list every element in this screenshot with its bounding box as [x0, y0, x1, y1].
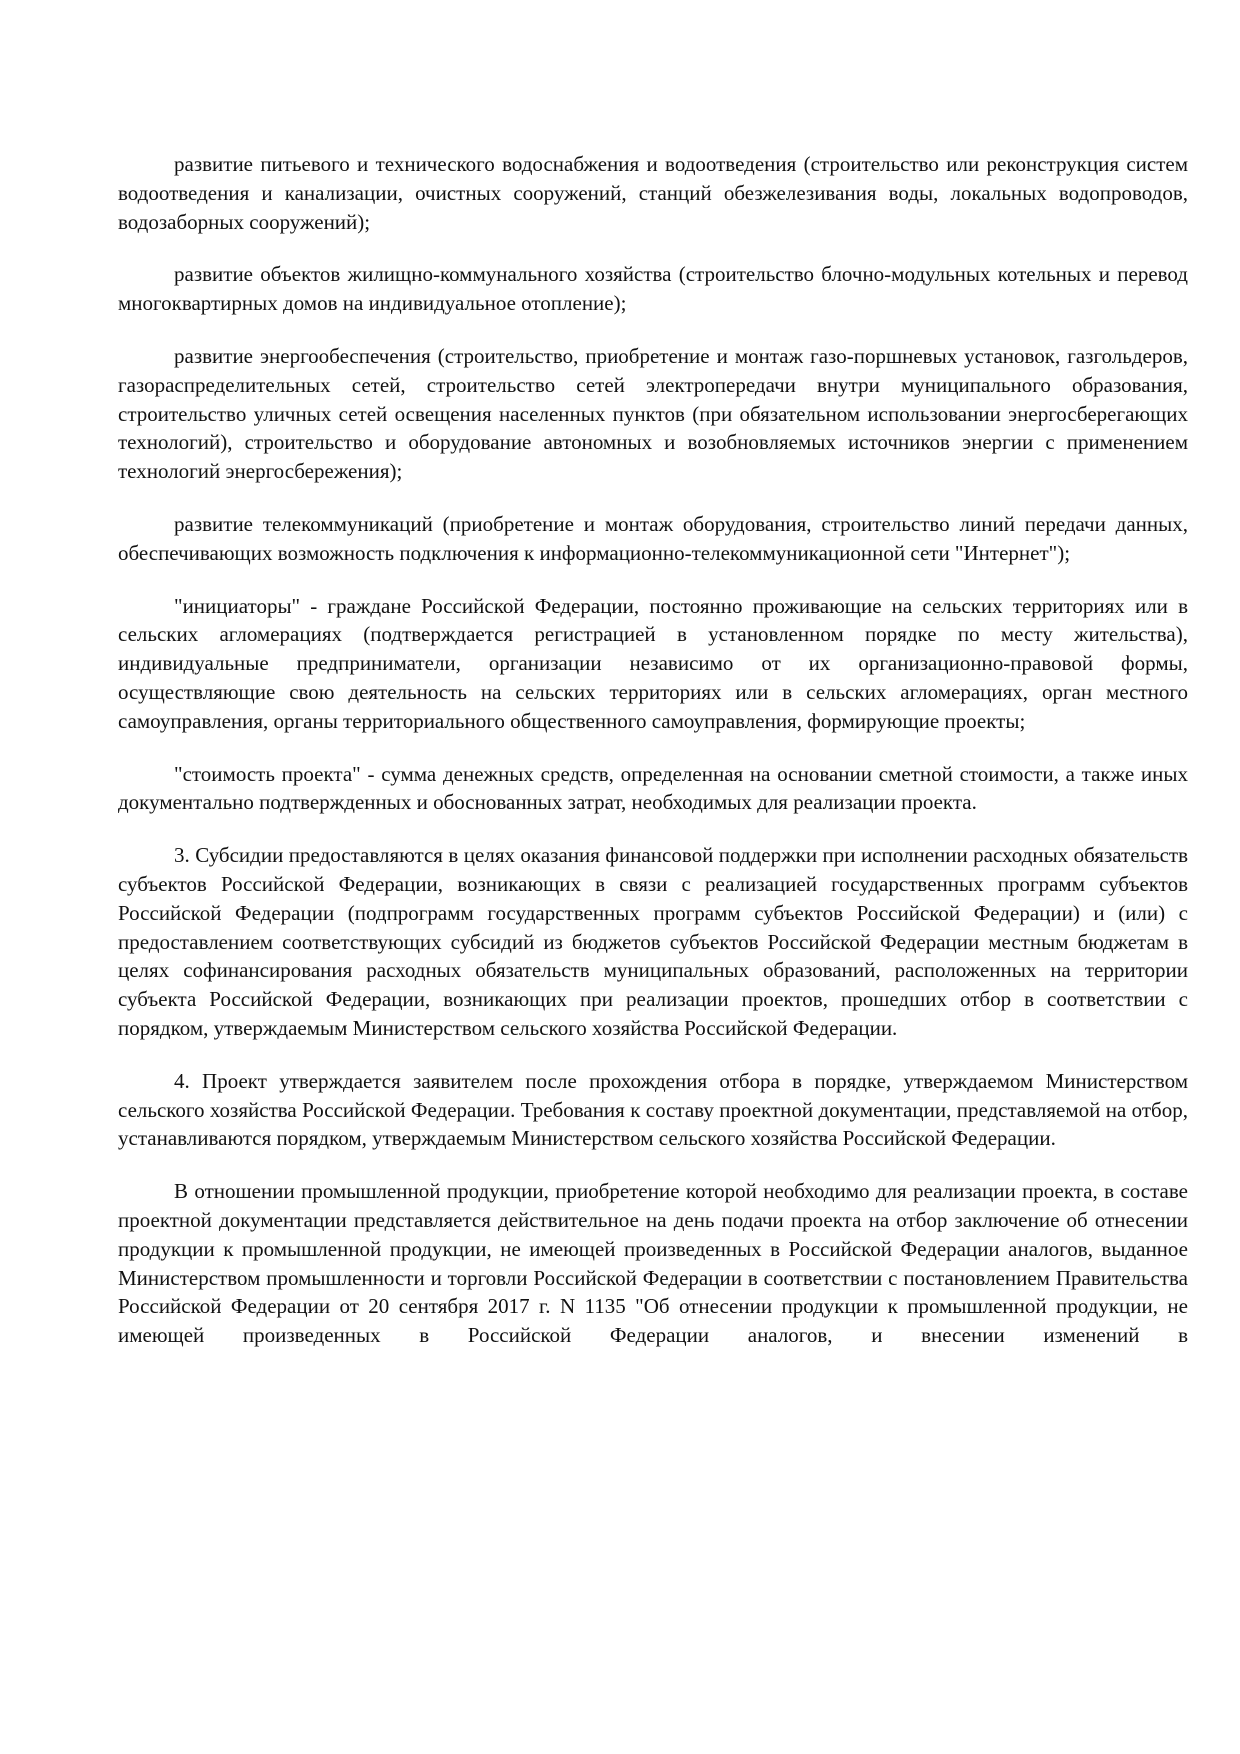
- document-page: [118, 150, 1188, 1374]
- paragraph-industrial-products: В отношении промышленной продукции, приобретение которой необходимо для реализации проекта, в составе проектной документации представляется действительное на день подачи проекта на отбор заключение об отнесении продукции к промышленной продукции, не имеющей произведенных в Российской Федерации аналогов, выданное Министерством промышленности и торговли Российской Федерации в соответствии с постановлением Правительства Российской Федерации от 20 сентября 2017 г. N 1135 "Об отнесении продукции к промышленной продукции, не имеющей произведенных в Российской Федерации аналогов, и внесении изменений в: [118, 1179, 1188, 1348]
- paragraph-clause-3: 3. Субсидии предоставляются в целях оказания финансовой поддержки при исполнении расходных обязательств субъектов Российской Федерации, возникающих в связи с реализацией государственных программ субъектов Российской Федерации (подпрограмм государственных программ субъектов Российской Федерации) и (или) с предоставлением соответствующих субсидий из бюджетов субъектов Российской Федерации местным бюджетам в целях софинансирования расходных обязательств муниципальных образований, расположенных на территории субъекта Российской Федерации, возникающих при реализации проектов, прошедших отбор в соответствии с порядком, утверждаемым Министерством сельского хозяйства Российской Федерации.: [118, 843, 1188, 1040]
- paragraph-energy-supply: развитие энергообеспечения (строительство, приобретение и монтаж газо-поршневых установок, газгольдеров, газораспределительных сетей, строительство сетей электропередачи внутри муниципального образования, строительство уличных сетей освещения населенных пунктов (при обязательном использовании энергосберегающих технологий), строительство и оборудование автономных и возобновляемых источников энергии с применением технологий энергосбережения);: [118, 343, 1188, 484]
- paragraph-initiators-definition: "инициаторы" - граждане Российской Федерации, постоянно проживающие на сельских территориях или в сельских агломерациях (подтверждается регистрацией в установленном порядке по месту жительства), индивидуальные предприниматели, организации независимо от их организационно-правовой формы, осуществляющие свою деятельность на сельских территориях или в сельских агломерациях, орган местного самоуправления, органы территориального общественного самоуправления, формирующие проекты;: [118, 593, 1188, 733]
- paragraph-clause-4: 4. Проект утверждается заявителем после прохождения отбора в порядке, утверждаемом Министерством сельского хозяйства Российской Федерации. Требования к составу проектной документации, представляемой на отбор, устанавливаются порядком, утверждаемым Министерством сельского хозяйства Российской Федерации.: [118, 1068, 1188, 1151]
- paragraph-project-cost-definition: "стоимость проекта" - сумма денежных средств, определенная на основании сметной стоимости, а также иных документально подтвержденных и обоснованных затрат, необходимых для реализации проекта.: [118, 761, 1188, 815]
- paragraph-water-supply: развитие питьевого и технического водоснабжения и водоотведения (строительство или реконструкция систем водоотведения и канализации, очистных сооружений, станций обезжелезивания воды, локальных водопроводов, водозаборных сооружений);: [118, 152, 1188, 234]
- paragraph-housing-utilities: развитие объектов жилищно-коммунального хозяйства (строительство блочно-модульных котельных и перевод многоквартирных домов на индивидуальное отопление);: [118, 262, 1188, 316]
- paragraph-telecommunications: развитие телекоммуникаций (приобретение и монтаж оборудования, строительство линий передачи данных, обеспечивающих возможность подключения к информационно-телекоммуникационной сети "Интернет");: [118, 511, 1188, 565]
